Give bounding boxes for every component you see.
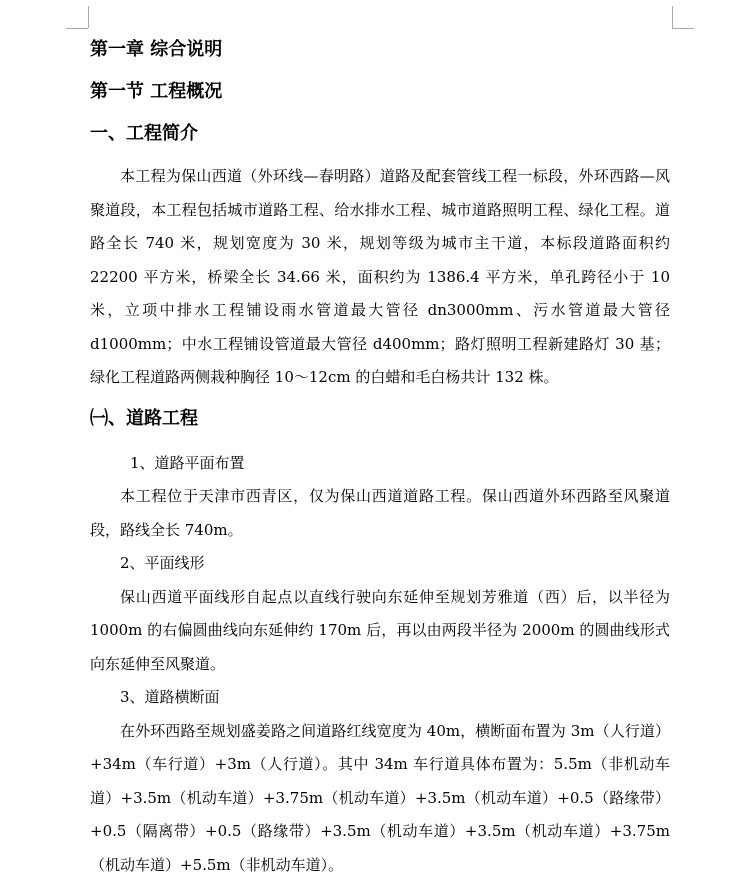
crop-mark-top-right — [672, 6, 673, 28]
crop-mark-top-left-h — [66, 28, 88, 29]
item-2-title: 2、平面线形 — [90, 547, 670, 581]
intro-paragraph: 本工程为保山西道（外环线—春明路）道路及配套管线工程一标段，外环西路—风聚道段，本工程包括城市道路工程、给水排水工程、城市道路照明工程、绿化工程。道路全长 740 米，规划宽度为 30 米，规划等级为城市主干道，本标段道路面积约 22200 平方米，桥梁全长 34.66 米，面积约为 1386.4 平方米，单孔跨径小于 10 米，立项中排水工程铺设雨水管道最大管径 dn3000mm、污水管道最大管径 d1000mm；中水工程铺设管道最大管径 d400mm；路灯照明工程新建路灯 30 基；绿化工程道路两侧栽种胸径 10～12cm 的白蜡和毛白杨共计 132 株。 — [90, 160, 670, 395]
heading-project-intro: 一、工程简介 — [90, 118, 670, 150]
crop-mark-top-left — [88, 6, 89, 28]
chapter-title: 第一章 综合说明 — [90, 34, 670, 66]
document-page — [90, 34, 670, 882]
item-1-title: 1、道路平面布置 — [90, 447, 670, 481]
heading-road-works: ㈠、道路工程 — [90, 399, 670, 439]
item-3-text: 在外环西路至规划盛姜路之间道路红线宽度为 40m，横断面布置为 3m（人行道）+34m（车行道）+3m（人行道）。其中 34m 车行道具体布置为：5.5m（非机动车道）+3.5m（机动车道）+3.75m（机动车道）+3.5m（机动车道）+0.5（路缘带）+0.5（隔离带）+0.5（路缘带）+3.5m（机动车道）+3.5m（机动车道）+3.75m（机动车道）+5.5m（非机动车道）。 — [90, 715, 670, 882]
item-3-title: 3、道路横断面 — [90, 681, 670, 715]
crop-mark-top-right-h — [672, 28, 694, 29]
item-1-text: 本工程位于天津市西青区，仅为保山西道道路工程。保山西道外环西路至风聚道段，路线全长 740m。 — [90, 480, 670, 547]
item-2-text: 保山西道平面线形自起点以直线行驶向东延伸至规划芳雅道（西）后，以半径为 1000m 的右偏圆曲线向东延伸约 170m 后，再以由两段半径为 2000m 的圆曲线形式向东延伸至风聚道。 — [90, 581, 670, 682]
section-title: 第一节 工程概况 — [90, 76, 670, 108]
